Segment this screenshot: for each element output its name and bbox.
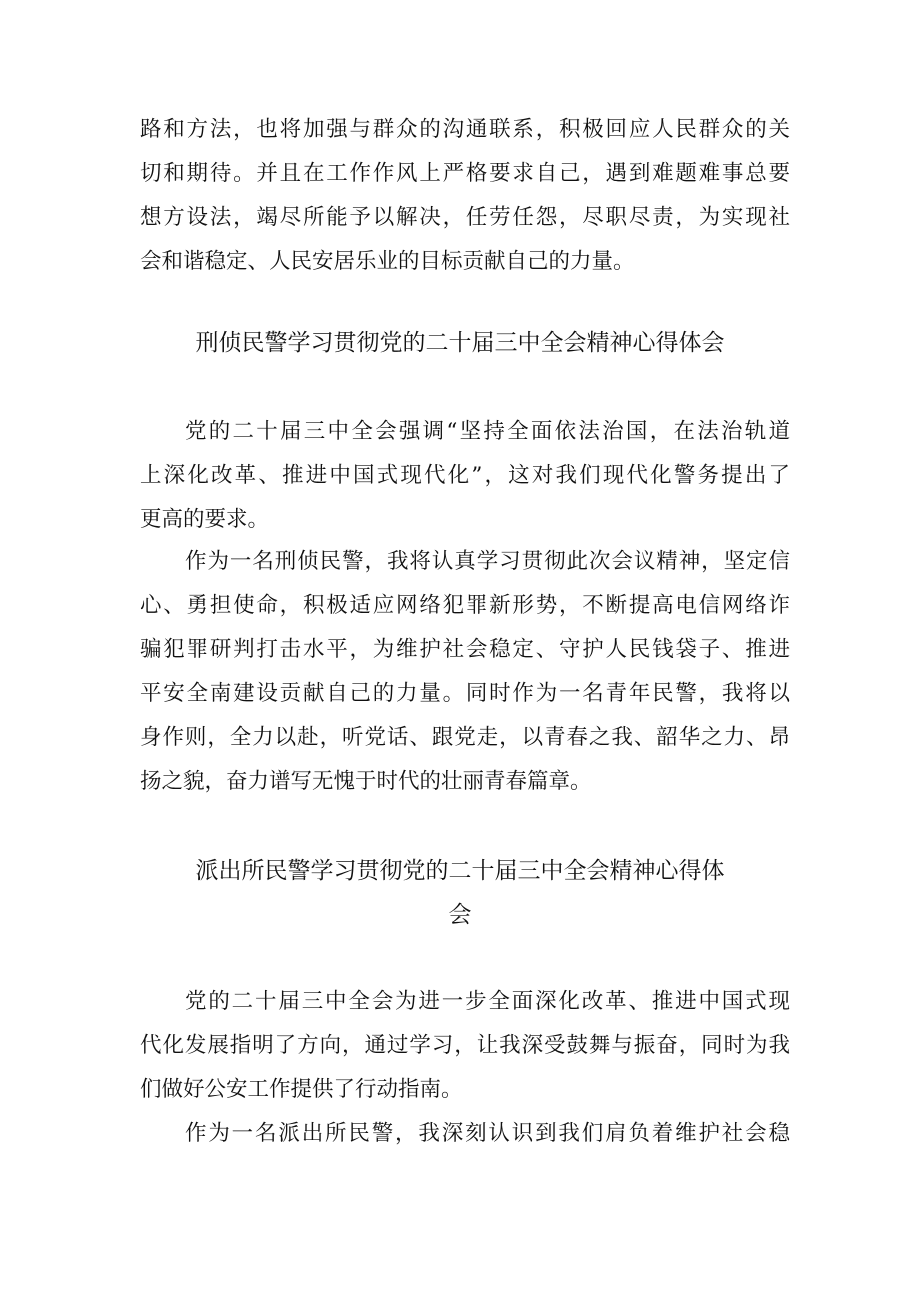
paragraph-line: 党的二十届三中全会强调“坚持全面依法治国，在法治轨道 [185,419,790,444]
paragraph-line: 党的二十届三中全会为进一步全面深化改革、推进中国式现 [185,989,790,1014]
paragraph-line: 平安全南建设贡献自己的力量。同时作为一名青年民警，我将以 [140,681,790,706]
paragraph-line: 会和谐稳定、人民安居乐业的目标贡献自己的力量。 [140,249,635,274]
paragraph-line: 代化发展指明了方向，通过学习，让我深受鼓舞与振奋，同时为我 [140,1033,790,1058]
section-title: 派出所民警学习贯彻党的二十届三中全会精神心得体 [195,858,725,884]
paragraph-line: 们做好公安工作提供了行动指南。 [140,1077,463,1102]
paragraph-line: 骗犯罪研判打击水平，为维护社会稳定、守护人民钱袋子、推进 [140,637,790,662]
section-title-continued: 会 [448,902,472,928]
paragraph-line: 扬之貌，奋力谱写无愧于时代的壮丽青春篇章。 [140,769,592,794]
paragraph-line: 心、勇担使命，积极适应网络犯罪新形势，不断提高电信网络诈 [140,593,790,618]
paragraph-line: 更高的要求。 [140,507,270,532]
paragraph-line: 切和期待。并且在工作作风上严格要求自己，遇到难题难事总要 [140,161,790,186]
section-title: 刑侦民警学习贯彻党的二十届三中全会精神心得体会 [195,330,725,356]
paragraph-line: 上深化改革、推进中国式现代化”，这对我们现代化警务提出了 [140,463,790,488]
paragraph-line: 想方设法，竭尽所能予以解决，任劳任怨，尽职尽责，为实现社 [140,205,790,230]
paragraph-line: 路和方法，也将加强与群众的沟通联系，积极回应人民群众的关 [140,117,790,142]
paragraph-line: 身作则，全力以赴，听党话、跟党走，以青春之我、韶华之力、昂 [140,725,790,750]
paragraph-line: 作为一名刑侦民警，我将认真学习贯彻此次会议精神，坚定信 [185,549,790,574]
paragraph-line: 作为一名派出所民警，我深刻认识到我们肩负着维护社会稳 [185,1121,790,1146]
